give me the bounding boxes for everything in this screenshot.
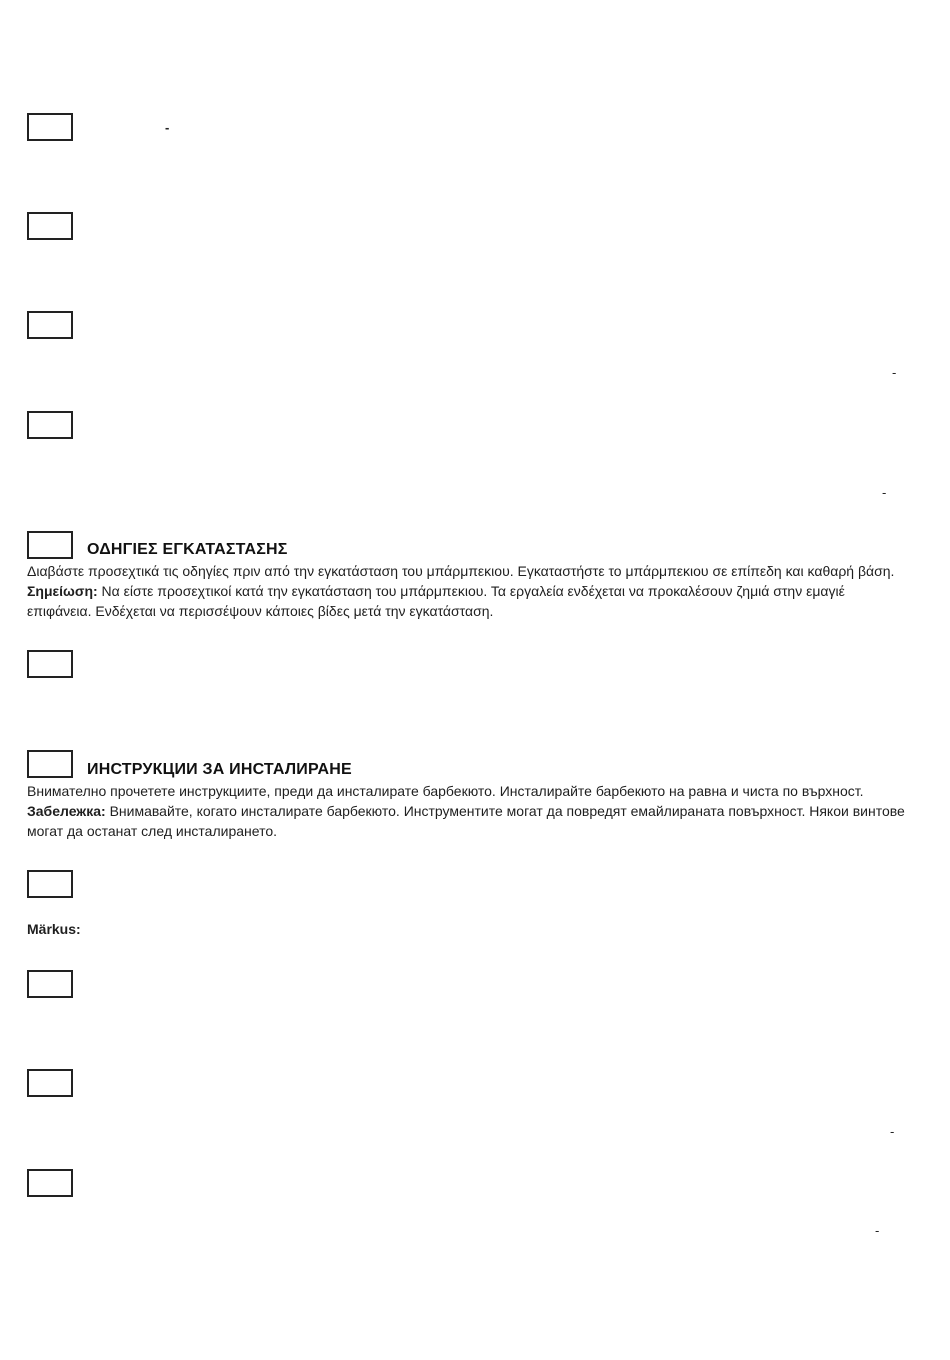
greek-note-label: Σημείωση: [27, 583, 98, 599]
language-box-bulgarian [27, 750, 73, 778]
language-box-1 [27, 113, 73, 141]
greek-intro-text: Διαβάστε προσεχτικά τις οδηγίες πριν από την εγκατάσταση του μπάρμπεκιου. Εγκαταστήστε το μπάρμπεκιου σε επίπεδη και καθαρή βάση. [27, 563, 895, 579]
language-box-2 [27, 212, 73, 240]
greek-section-title: ΟΔΗΓΙΕΣ ΕΓΚΑΤΑΣΤΑΣΗΣ [87, 541, 288, 558]
bulgarian-section-title: ИНСТРУКЦИИ ЗА ИНСТАЛИРАНЕ [87, 761, 352, 778]
bulgarian-note-label: Забележка: [27, 803, 106, 819]
bulgarian-intro-text: Внимателно прочетете инструкциите, преди да инсталирате барбекюто. Инсталирайте барбекюто на равна и чиста по върхност. [27, 783, 864, 799]
language-box-11 [27, 1169, 73, 1197]
greek-note-text: Να είστε προσεχτικοί κατά την εγκατάσταση του μπάρμπεκιου. Τα εργαλεία ενδέχεται να προκαλέσουν ζημιά στην εμαγιέ επιφάνεια. Ενδέχεται να περισσέψουν κάποιες βίδες μετά την εγκατάσταση. [27, 583, 845, 619]
hyphen-mark: - [882, 485, 887, 500]
language-box-4 [27, 411, 73, 439]
language-box-8 [27, 870, 73, 898]
hyphen-mark: - [875, 1223, 880, 1238]
hyphen-mark: - [890, 1124, 895, 1139]
estonian-note-label: Märkus: [27, 921, 81, 937]
language-box-6 [27, 650, 73, 678]
greek-intro-paragraph [27, 561, 907, 621]
hyphen-mark: - [165, 120, 170, 135]
hyphen-mark: - [892, 365, 897, 380]
bulgarian-note-text: Внимавайте, когато инсталирате барбекюто. Инструментите могат да повредят емайлираната повърхност. Някои винтове могат да останат след инсталирането. [27, 803, 905, 839]
language-box-10 [27, 1069, 73, 1097]
language-box-greek [27, 531, 73, 559]
language-box-3 [27, 311, 73, 339]
language-box-estonian [27, 970, 73, 998]
bulgarian-intro-paragraph [27, 781, 907, 841]
